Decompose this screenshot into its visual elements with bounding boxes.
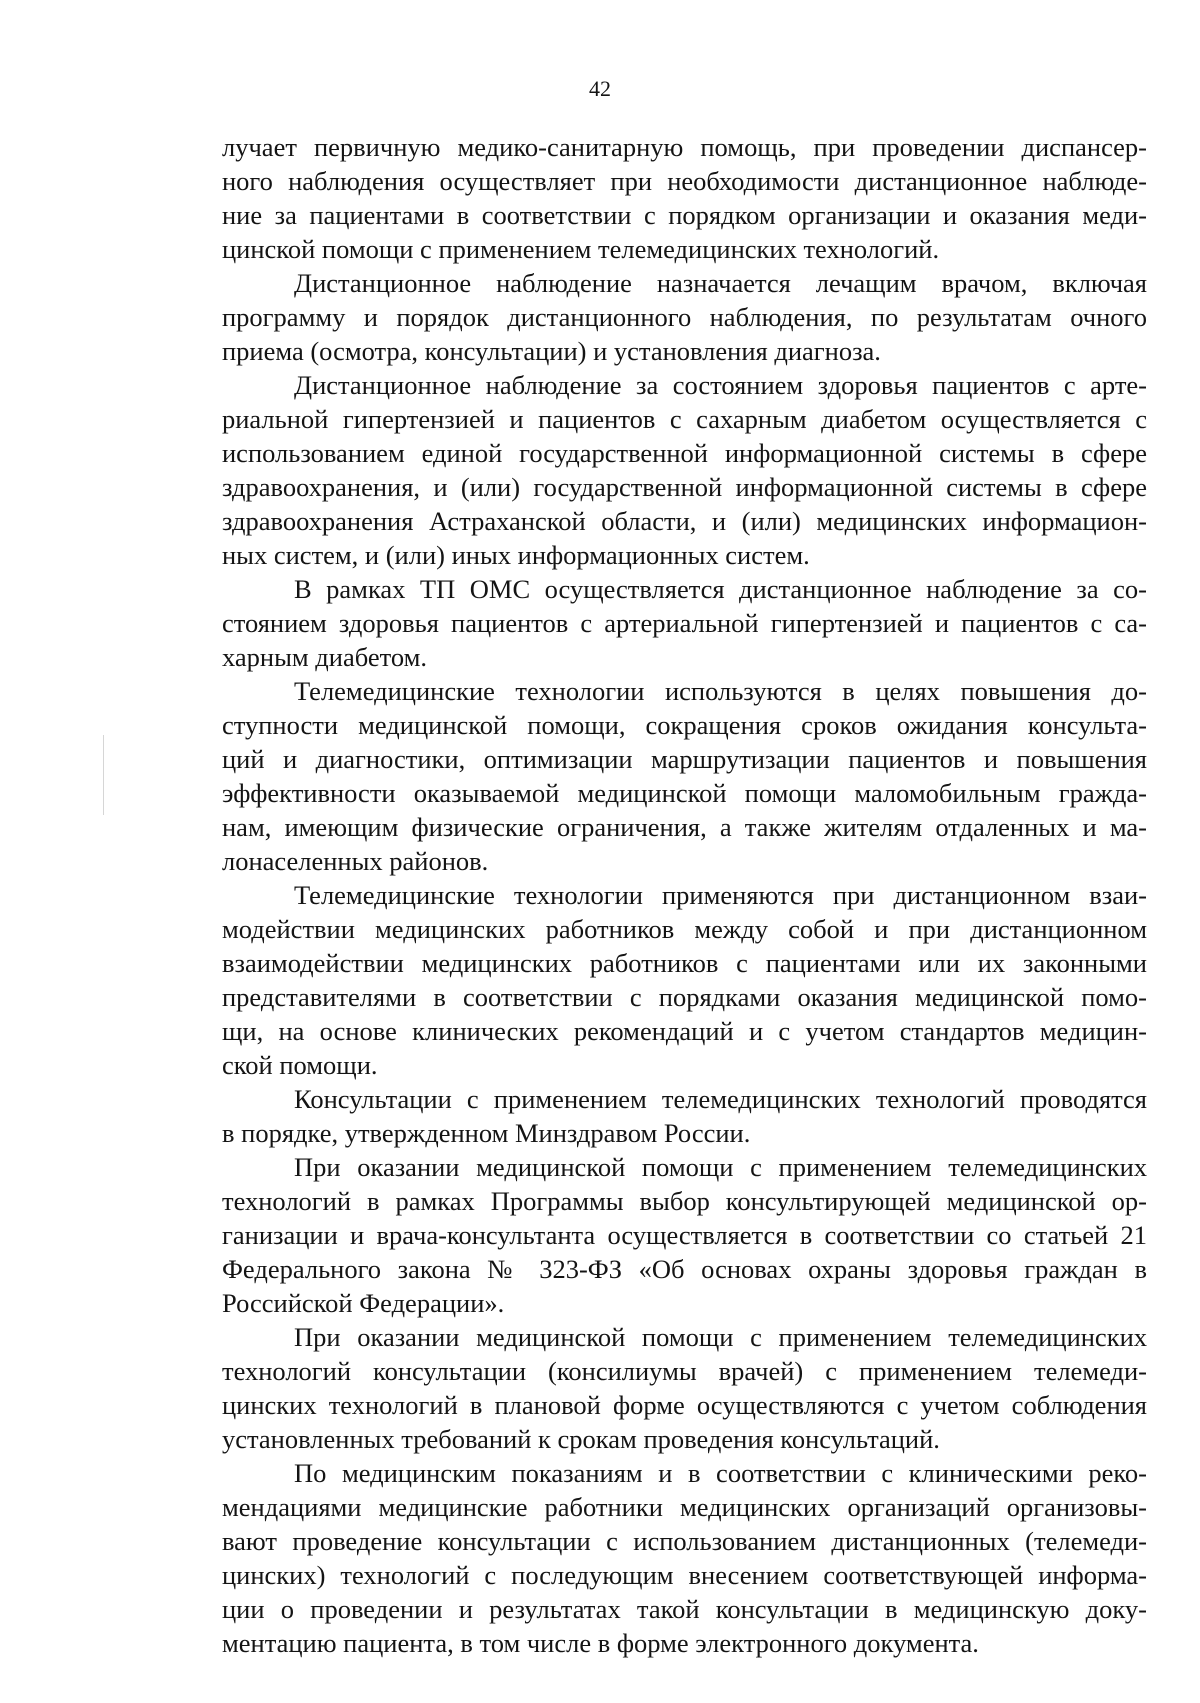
text-line: мендациями медицинские работники медицинских организаций организовы- <box>222 1492 1147 1522</box>
text-line: эффективности оказываемой медицинской помощи маломобильным гражда- <box>222 778 1147 808</box>
text-line: Консультации с применением телемедицинских технологий проводятся <box>294 1084 1147 1114</box>
text-line: Дистанционное наблюдение назначается лечащим врачом, включая <box>294 268 1147 298</box>
text-line: ного наблюдения осуществляет при необходимости дистанционное наблюде- <box>222 166 1147 196</box>
page-number: 42 <box>589 76 611 101</box>
body-text <box>222 130 1147 1660</box>
text-line: здравоохранения Астраханской области, и (или) медицинских информацион- <box>222 506 1147 536</box>
text-line: Дистанционное наблюдение за состоянием здоровья пациентов с арте- <box>294 370 1147 400</box>
text-line: лучает первичную медико-санитарную помощь, при проведении диспансер- <box>222 132 1147 162</box>
text-line: технологий в рамках Программы выбор консультирующей медицинской ор- <box>222 1186 1147 1216</box>
text-line: использованием единой государственной информационной системы в сфере <box>222 438 1147 468</box>
text-line: риальной гипертензией и пациентов с сахарным диабетом осуществляется с <box>222 404 1147 434</box>
text-line: взаимодействии медицинских работников с пациентами или их законными <box>222 948 1147 978</box>
text-line: в порядке, утвержденном Минздравом России. <box>222 1118 751 1148</box>
text-line: ции о проведении и результатах такой консультации в медицинскую доку- <box>222 1594 1147 1624</box>
text-line: Федерального закона № 323-ФЗ «Об основах охраны здоровья граждан в <box>222 1254 1147 1284</box>
paragraph <box>222 368 1147 572</box>
text-line: ступности медицинской помощи, сокращения сроков ожидания консульта- <box>222 710 1147 740</box>
text-line: Российской Федерации». <box>222 1288 505 1318</box>
paragraph <box>222 1082 1147 1150</box>
text-line: нам, имеющим физические ограничения, а также жителям отдаленных и ма- <box>222 812 1147 842</box>
text-line: щи, на основе клинических рекомендаций и с учетом стандартов медицин- <box>222 1016 1147 1046</box>
text-line: технологий консультации (консилиумы врачей) с применением телемеди- <box>222 1356 1147 1386</box>
text-line: ций и диагностики, оптимизации маршрутизации пациентов и повышения <box>222 744 1147 774</box>
scan-margin-mark <box>103 735 104 815</box>
text-line: Телемедицинские технологии применяются при дистанционном взаи- <box>294 880 1147 910</box>
paragraph <box>222 1456 1147 1660</box>
text-line: цинской помощи с применением телемедицинских технологий. <box>222 234 940 264</box>
paragraph <box>222 674 1147 878</box>
text-line: модействии медицинских работников между собой и при дистанционном <box>222 914 1147 944</box>
paragraph <box>222 130 1147 266</box>
text-line: По медицинским показаниям и в соответствии с клиническими реко- <box>294 1458 1147 1488</box>
text-line: При оказании медицинской помощи с применением телемедицинских <box>294 1322 1147 1352</box>
text-line: приема (осмотра, консультации) и установления диагноза. <box>222 336 881 366</box>
text-line: стоянием здоровья пациентов с артериальной гипертензией и пациентов с са- <box>222 608 1147 638</box>
text-line: вают проведение консультации с использованием дистанционных (телемеди- <box>222 1526 1147 1556</box>
text-line: лонаселенных районов. <box>222 846 489 876</box>
text-line: При оказании медицинской помощи с применением телемедицинских <box>294 1152 1147 1182</box>
text-line: ганизации и врача-консультанта осуществляется в соответствии со статьей 21 <box>222 1220 1147 1250</box>
text-line: Телемедицинские технологии используются в целях повышения до- <box>294 676 1147 706</box>
text-line: цинских технологий в плановой форме осуществляются с учетом соблюдения <box>222 1390 1147 1420</box>
text-line: программу и порядок дистанционного наблюдения, по результатам очного <box>222 302 1147 332</box>
text-line: ментацию пациента, в том числе в форме электронного документа. <box>222 1628 979 1658</box>
paragraph <box>222 1320 1147 1456</box>
paragraph <box>222 1150 1147 1320</box>
paragraph <box>222 572 1147 674</box>
text-line: ных систем, и (или) иных информационных систем. <box>222 540 810 570</box>
text-line: В рамках ТП ОМС осуществляется дистанционное наблюдение за со- <box>294 574 1147 604</box>
text-line: установленных требований к срокам проведения консультаций. <box>222 1424 940 1454</box>
text-line: цинских) технологий с последующим внесением соответствующей информа- <box>222 1560 1147 1590</box>
paragraph <box>222 878 1147 1082</box>
text-line: ской помощи. <box>222 1050 378 1080</box>
text-line: харным диабетом. <box>222 642 427 672</box>
text-line: ние за пациентами в соответствии с порядком организации и оказания меди- <box>222 200 1147 230</box>
paragraph <box>222 266 1147 368</box>
text-line: здравоохранения, и (или) государственной информационной системы в сфере <box>222 472 1147 502</box>
text-line: представителями в соответствии с порядками оказания медицинской помо- <box>222 982 1147 1012</box>
